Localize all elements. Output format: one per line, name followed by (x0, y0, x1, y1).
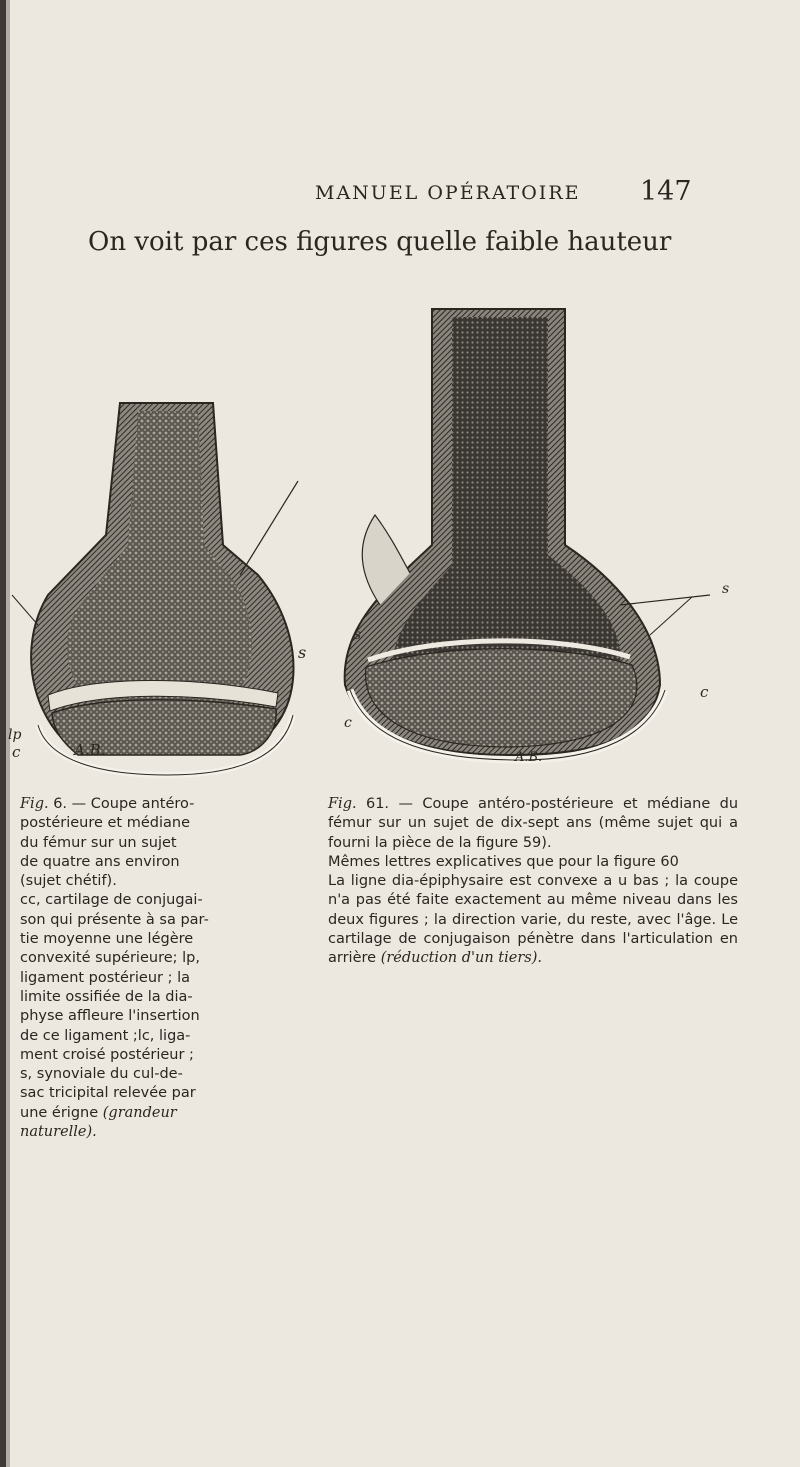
running-title: MANUEL OPÉRATOIRE (315, 182, 581, 204)
fig6-ref: Fig. (20, 796, 49, 812)
running-head (0, 176, 800, 212)
fig61-label-s-right: s (722, 581, 730, 597)
fig6-legend-line-11: sac tricipital relevée par (20, 1085, 196, 1102)
fig6-signature: A.B. (74, 741, 106, 759)
page-number: 147 (640, 176, 692, 207)
fig6-label-c: c (12, 743, 21, 761)
ligament-pointer-right (620, 595, 710, 605)
fig6-caption-line-5: (sujet chétif). (20, 873, 117, 890)
figure-61-caption (328, 795, 738, 969)
fig6-caption-line-4: de quatre ans environ (20, 853, 180, 870)
fig6-legend-line-3: tie moyenne une légère (20, 931, 194, 948)
synovial-pointer-line (240, 481, 298, 575)
ligament-pointer-right-2 (650, 597, 692, 635)
fig6-legend-line-2: son qui présente à sa par- (20, 911, 209, 928)
fig6-legend-line-6: limite ossifiée de la dia- (20, 988, 193, 1005)
femur-section-drawing-right (320, 305, 730, 765)
femur-section-drawing-left (8, 395, 328, 780)
fig6-legend-line-12: une érigne (20, 1104, 99, 1121)
left-pointer-line (12, 595, 38, 625)
fig61-para3: La ligne dia-épiphysaire est convexe a u bas ; la coupe n'a pas été faite exactement au même niveau dans les deux figures ; la direction varie, du reste, avec l'âge. Le cartilage de conjugaison pénètre dans l'articulation en arrière (328, 873, 738, 967)
cancellous-shaft-right (392, 317, 620, 665)
fig6-legend-line-8: de ce ligament ;lc, liga- (20, 1027, 191, 1044)
fig61-num: 61. (365, 796, 390, 812)
fig6-label-s: s (298, 643, 307, 662)
figure-6-femur-section-child (8, 395, 328, 780)
fig6-legend-line-5: ligament postérieur ; la (20, 969, 190, 986)
fig6-legend-line-10: s, synoviale du cul-de- (20, 1066, 183, 1083)
fig61-para2: Mêmes lettres explicatives que pour la figure 60 (328, 853, 679, 870)
figure-6-caption (20, 795, 252, 1142)
fig6-caption-line-3: du fémur sur un sujet (20, 834, 177, 851)
fig61-label-c-right: c (700, 683, 709, 701)
fig61-label-s-left: s (354, 627, 362, 643)
fig6-legend-line-4: convexité supérieure; lp, (20, 950, 200, 967)
fig6-legend-line-9: ment croisé postérieur ; (20, 1046, 194, 1063)
lead-text-line: On voit par ces figures quelle faible hauteur (88, 227, 672, 257)
fig6-num: 6. (53, 796, 68, 812)
fig6-size-note: (grandeur naturelle). (20, 1104, 177, 1141)
fig6-legend-line-1: cc, cartilage de conjugai- (20, 892, 203, 909)
fig61-signature: A.B. (515, 750, 543, 765)
figure-61-femur-section-adolescent (320, 305, 730, 765)
fig61-size-note: (réduction d'un tiers). (380, 950, 542, 967)
fig6-caption-line-2: postérieure et médiane (20, 815, 190, 832)
fig61-ref: Fig. (328, 796, 357, 812)
fig61-main-text: — Coupe antéro-postérieure et médiane du fémur sur un sujet de dix-sept ans (même sujet qui a fourni la pièce de la figure 59). (328, 796, 739, 851)
fig61-label-c-left: c (344, 715, 352, 731)
fig6-caption-line-1: — Coupe antéro- (71, 796, 195, 812)
fig6-legend-line-7: physe affleure l'insertion (20, 1008, 200, 1025)
fig6-label-lp: lp (8, 727, 22, 743)
